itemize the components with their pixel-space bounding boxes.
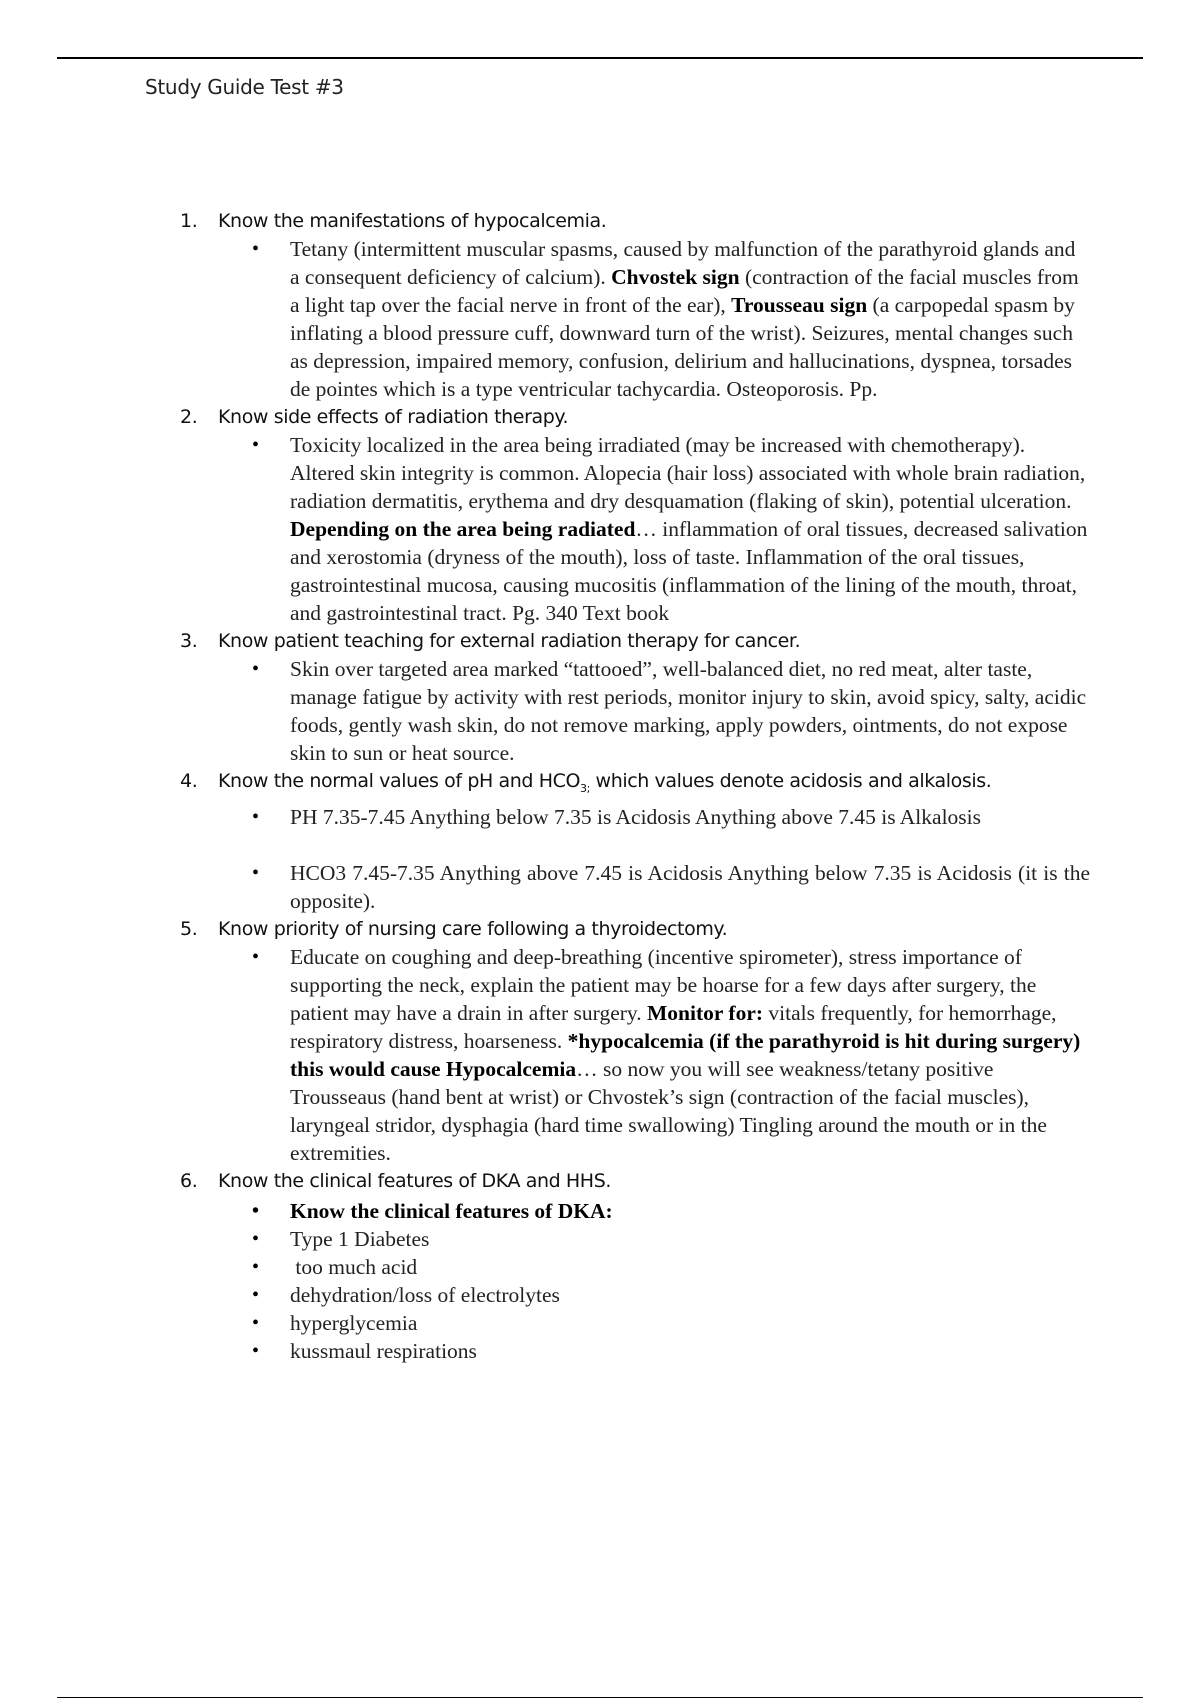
question-text: Know the manifestations of hypocalcemia.: [218, 210, 607, 232]
answer-text: … so now you will see weakness/tetany positive Trousseaus (hand bent at wrist) or Chvostek’s sign (contraction of the facial muscles), laryngeal stridor, dysphagia (hard time swallowing) Tingling around the mouth or in the extremities.: [290, 1056, 1047, 1165]
answer-bullet: • too much acid: [290, 1253, 1090, 1281]
question-number: 6.: [180, 1169, 198, 1192]
question-1: [180, 207, 1090, 235]
answer-text: … inflammation of oral tissues, decreased salivation and xerostomia (dryness of the mouth), loss of taste. Inflammation of the oral tissues, gastrointestinal mucosa, causing mucositis (inflammation of the lining of the mouth, throat, and gastrointestinal tract. Pg. 340 Text book: [290, 517, 1088, 625]
question-6: [180, 1167, 1090, 1195]
question-text: Know patient teaching for external radiation therapy for cancer.: [218, 630, 801, 652]
answer-bullet: [290, 235, 1090, 403]
answer-bullet-heading: • Know the clinical features of DKA:: [290, 1197, 1090, 1225]
answer-text: Tetany (intermittent muscular spasms, caused by malfunction of the parathyroid glands and a consequent deficiency of calcium).: [290, 237, 1076, 289]
question-2: [180, 403, 1090, 431]
question-number: 5.: [180, 917, 198, 940]
answer-bullet: • kussmaul respirations: [290, 1337, 1090, 1365]
bottom-rule: [57, 1697, 1143, 1698]
answer-bullet: • Type 1 Diabetes: [290, 1225, 1090, 1253]
document-body: [180, 207, 1090, 1365]
question-text: Know the clinical features of DKA and HHS.: [218, 1169, 611, 1192]
answer-text: Educate on coughing and deep-breathing (incentive spirometer), stress importance of supporting the neck, explain the patient may be hoarse for a few days after surgery, the patient may have a drain in after surgery.: [290, 944, 1037, 1025]
page-header: Study Guide Test #3: [145, 75, 344, 99]
question-3: [180, 627, 1090, 655]
answer-bullet: • hyperglycemia: [290, 1309, 1090, 1337]
answer-text: (a carpopedal spasm by inflating a blood pressure cuff, downward turn of the wrist). Seizures, mental changes such as depression, impaired memory, confusion, delirium and hallucinations, dyspnea, torsades de pointes which is a type ventricular tachycardia. Osteoporosis. Pp.: [290, 293, 1075, 401]
subscript: 3;: [580, 781, 590, 795]
answer-bullet: [290, 431, 1090, 627]
question-text: Know the normal values of pH and HCO: [218, 770, 581, 792]
question-5: [180, 915, 1090, 943]
question-number: 1.: [180, 210, 198, 232]
spacer: [180, 831, 1090, 859]
question-number: 4.: [180, 770, 198, 792]
question-number: 3.: [180, 630, 198, 652]
answer-bullet: • dehydration/loss of electrolytes: [290, 1281, 1090, 1309]
question-4: [180, 767, 1090, 803]
answer-bullet: • PH 7.35-7.45 Anything below 7.35 is Acidosis Anything above 7.45 is Alkalosis: [290, 803, 1090, 831]
answer-text: Skin over targeted area marked “tattooed”, well-balanced diet, no red meat, alter taste, manage fatigue by activity with rest periods, monitor injury to skin, avoid spicy, salty, acidic foods, gently wash skin, do not remove marking, apply powders, ointments, do not expose skin to sun or heat source.: [290, 657, 1087, 765]
question-text: which values denote acidosis and alkalosis.: [589, 770, 992, 792]
question-number: 2.: [180, 406, 198, 428]
question-text: Know priority of nursing care following a thyroidectomy.: [218, 917, 728, 940]
answer-bullet: • HCO3 7.45-7.35 Anything above 7.45 is Acidosis Anything below 7.35 is Acidosis (it is the opposite).: [290, 859, 1090, 915]
bold-term: Trousseau sign: [731, 293, 868, 317]
top-rule: [57, 57, 1143, 59]
question-text: Know side effects of radiation therapy.: [218, 406, 569, 428]
answer-bullet: [290, 655, 1090, 767]
answer-text: (contraction of the facial muscles from a light tap over the facial nerve in front of the ear),: [290, 265, 1079, 317]
answer-text: Toxicity localized in the area being irradiated (may be increased with chemotherapy). Altered skin integrity is common. Alopecia (hair loss) associated with whole brain radiation, radiation dermatitis, erythema and dry desquamation (flaking of skin), potential ulceration.: [290, 433, 1086, 513]
answer-bullet: [290, 943, 1090, 1167]
bold-term: Monitor for:: [647, 1000, 764, 1025]
answer-text: vitals frequently, for hemorrhage, respiratory distress, hoarseness.: [290, 1000, 1057, 1053]
bold-term: Chvostek sign: [611, 265, 740, 289]
bold-term: Depending on the area being radiated: [290, 517, 636, 541]
bold-term: *hypocalcemia (if the parathyroid is hit during surgery) this would cause Hypocalcemia: [290, 1028, 1081, 1081]
